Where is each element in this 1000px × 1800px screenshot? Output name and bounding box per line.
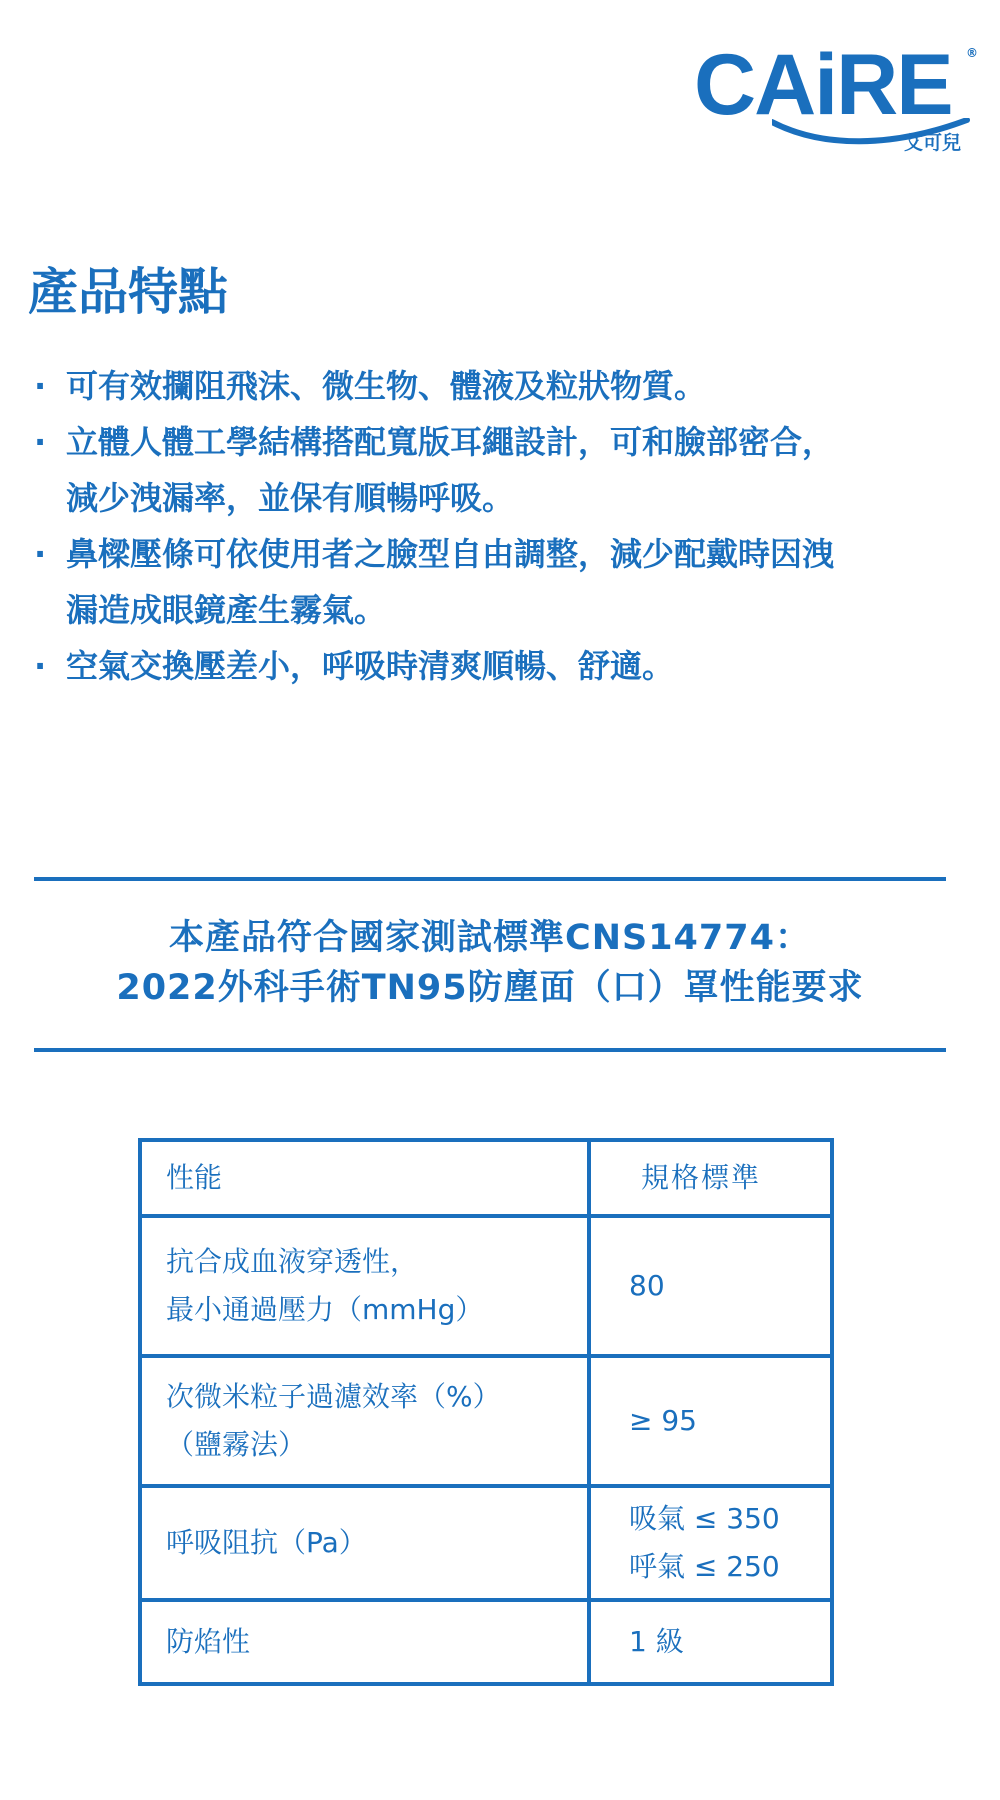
table-header-row [140, 1140, 832, 1216]
feature-text: 漏造成眼鏡產生霧氣。 [66, 591, 387, 629]
feature-text: 鼻樑壓條可依使用者之臉型自由調整，減少配戴時因洩 [66, 535, 835, 573]
property-text: 最小通過壓力（mmHg） [166, 1293, 484, 1326]
value-cell [589, 1600, 832, 1684]
standard-statement [34, 913, 946, 1013]
feature-item [34, 638, 934, 694]
divider-top [34, 877, 946, 881]
bullet-icon: · [34, 535, 47, 573]
value-cell [589, 1216, 832, 1356]
property-text: 抗合成血液穿透性， [166, 1245, 419, 1278]
spec-table [138, 1138, 834, 1686]
value-text: 80 [629, 1269, 665, 1302]
value-cell [589, 1356, 832, 1486]
property-text: （鹽霧法） [166, 1428, 307, 1461]
logo-wordmark: CAiRE [694, 37, 952, 133]
property-text: 次微米粒子過濾效率（%） [166, 1380, 501, 1413]
table-row [140, 1216, 832, 1356]
bullet-icon: · [34, 367, 47, 405]
divider-bottom [34, 1048, 946, 1052]
value-text: ≥ 95 [629, 1404, 697, 1437]
property-cell [140, 1216, 589, 1356]
property-text: 呼吸阻抗（Pa） [166, 1526, 367, 1559]
value-text: 1 級 [629, 1625, 684, 1658]
value-text: 呼氣 ≤ 250 [629, 1550, 780, 1583]
property-text: 防焰性 [166, 1625, 251, 1658]
property-cell [140, 1486, 589, 1600]
table-row [140, 1486, 832, 1600]
standard-line-2: 2022外科手術TN95防塵面（口）罩性能要求 [116, 968, 864, 1008]
property-cell [140, 1600, 589, 1684]
feature-item [34, 414, 934, 526]
brand-chinese-name: 艾可兒 [904, 132, 962, 154]
property-cell [140, 1356, 589, 1486]
standard-line-1: 本產品符合國家測試標準CNS14774： [169, 918, 811, 958]
feature-text: 空氣交換壓差小，呼吸時清爽順暢、舒適。 [66, 647, 675, 685]
brand-logo [694, 37, 980, 154]
value-cell [589, 1486, 832, 1600]
header-standard: 規格標準 [589, 1140, 832, 1216]
feature-text: 立體人體工學結構搭配寬版耳繩設計，可和臉部密合， [66, 423, 835, 461]
table-row [140, 1356, 832, 1486]
features-list [34, 358, 934, 694]
feature-text: 可有效攔阻飛沫、微生物、體液及粒狀物質。 [66, 367, 707, 405]
table-row [140, 1600, 832, 1684]
feature-text: 減少洩漏率，並保有順暢呼吸。 [66, 479, 515, 517]
feature-item [34, 526, 934, 638]
bullet-icon: · [34, 423, 47, 461]
bullet-icon: · [34, 647, 47, 685]
header-property: 性能 [140, 1140, 589, 1216]
registered-mark: ® [966, 46, 978, 60]
features-title: 產品特點 [28, 263, 228, 321]
feature-item [34, 358, 934, 414]
value-text: 吸氣 ≤ 350 [629, 1502, 780, 1535]
